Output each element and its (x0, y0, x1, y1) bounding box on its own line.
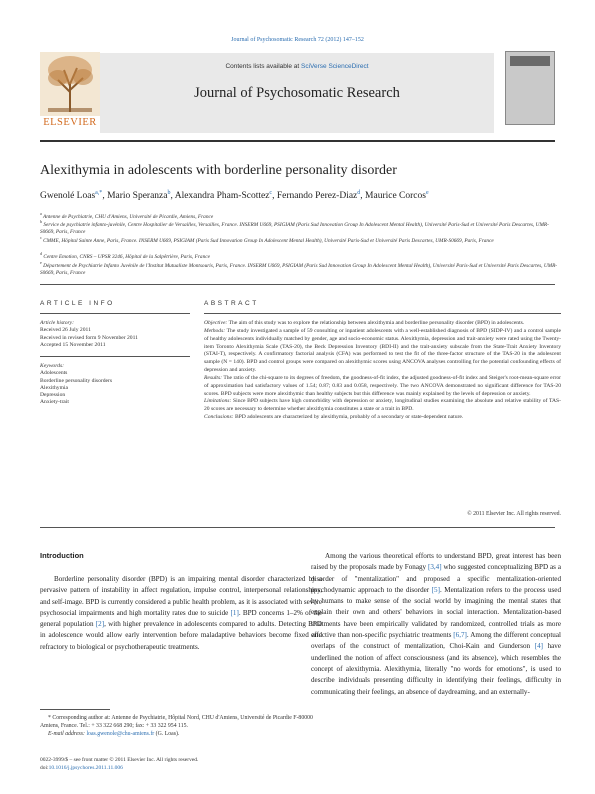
journal-name: Journal of Psychosomatic Research (194, 85, 400, 101)
cover-title-bar (510, 56, 550, 66)
author-5: Maurice Corcos (365, 191, 426, 202)
abstract-text: The ratio of the chi-square to its degrees of freedom, the goodness-of-fit index, the adjusted goodness-of-fit index and Steiger's root-mean-square error of approximation had satisfactory values of 1.54; 0.87; 0.83 and 0.058, respectively. The two ANCOVA demonstrated no significant difference for TAS-20 scores. BPD subjects were more alexithymic than healthy subjects but this difference was mainly explained by the levels of depression or anxiety. (204, 374, 561, 397)
abstract-label: Objective: (204, 320, 228, 326)
email-suffix: (G. Loas). (154, 731, 180, 737)
affiliation-text: Antenne de Psychiatrie, CHU d'Amiens, Université de Picardie, Amiens, France (43, 213, 214, 220)
contents-available-line (100, 63, 494, 70)
author-sep: , (102, 191, 108, 202)
article-info-heading: ARTICLE INFO (40, 300, 115, 307)
author-1: Gwenolé Loas (40, 191, 96, 202)
keyword-item: Anxiety-trait (40, 399, 69, 406)
corresponding-author-note (40, 714, 320, 738)
journal-cover-thumbnail (505, 51, 555, 125)
abstract-results (204, 375, 561, 399)
abstract-text: BPD adolescents are characterized by alexithymia, probably of a secondary or state-dependent nature. (234, 414, 464, 421)
affiliation-sup: a (40, 211, 42, 216)
header-rule (40, 140, 555, 142)
email-line (40, 730, 320, 738)
email-label: E-mail address: (48, 731, 85, 737)
reference-link[interactable]: [5] (431, 585, 440, 594)
abstract-text: The study investigated a sample of 59 consulting or inpatient adolescents with a well-established diagnosis of BPD (SIDP-IV) and a control sample of healthy adolescents individually matched by gender, age and socio-economic status. Alexithymia, depression and trait-anxiety were rated using the Twenty-item Toronto Alexithymia Scale (TAS-20), the Beck Depression Inventory (BDI-II) and the trait-anxiety subscale from the State-Trait Anxiety Inventory (STAI-T), respectively. A confirmatory factorial analysis (CFA) was performed to test the fit of the three-factor structure of the TAS-20 in the adolescent sample (N = 140). BPD and control groups were compared on alexithymic scores using ANCOVA analyses controlling for the potential confounding effects of depression and anxiety. (204, 327, 561, 374)
doi-label: doi: (40, 764, 49, 771)
keyword-item: Adolescents (40, 370, 68, 377)
intro-text: . Among the different conceptual overlaps of the construct of mentalization, Choi-Kain and Gunderson (311, 631, 561, 651)
article-info-rule (40, 313, 190, 314)
sciverse-link[interactable]: SciVerse ScienceDirect (300, 63, 369, 70)
intro-text: Borderline personality disorder (BPD) is an impairing mental disorder characterized by a pervasive pattern of instability in affect regulation, impulse control, interpersonal relationships, and self-image. BPD is currently considered a public health problem, as it is associated with severe psychosocial impairments and high mortality rates due to suicide (40, 575, 322, 617)
reference-link[interactable]: [2] (95, 620, 105, 629)
keywords (40, 363, 190, 407)
abstract-rule (204, 313, 561, 314)
author-sep: , (170, 191, 175, 202)
copyright-line: © 2011 Elsevier Inc. All rights reserved. (467, 511, 561, 517)
history-accepted: Accepted 15 November 2011 (40, 341, 106, 348)
affiliation-sup: c (40, 235, 42, 240)
history-received: Received 26 July 2011 (40, 327, 91, 334)
history-rule (40, 356, 190, 357)
abstract-body (204, 320, 561, 422)
author-2-sup[interactable]: b (167, 190, 171, 196)
abstract-label: Results: (204, 374, 223, 381)
doi-line (40, 765, 340, 773)
abstract-objective (204, 320, 561, 328)
abstract-bottom-rule (40, 527, 555, 528)
abstract-text: The aim of this study was to explore the relationship between alexithymia and borderline personality disorder (BPD) in adolescents. (228, 320, 525, 326)
affiliation-sup: e (40, 260, 42, 265)
abstract-text: Since BPD subjects have high comorbidity with depression or anxiety, longitudinal studies examining the absolute and relative stability of TAS-20 scores are necessary to determine whether alexithymia constitutes a state or a trait in BPD. (204, 398, 561, 413)
issn-line: 0022-3999/$ – see front matter © 2011 Elsevier Inc. All rights reserved. (40, 757, 199, 763)
introduction-heading: Introduction (40, 551, 84, 560)
issn-block (40, 757, 340, 772)
affiliation-rule (40, 284, 555, 285)
email-link[interactable]: loas.gwenole@chu-amiens.fr (86, 731, 155, 737)
intro-text: . BPD concerns 1–2% of the general population (40, 608, 323, 629)
affiliation-text: Service de psychiatrie infanto-juvénile, Centre Hospitalier de Versailles, Versailles, France. INSERM U669, PSIGIAM (Paris Sud Innovation Group In Adolescent Mental Health), Université Paris-Sud et Université Paris Descartes, UMR-S0669, Paris, France (40, 221, 549, 236)
keyword-item: Borderline personality disorders (40, 377, 113, 384)
author-5-sup[interactable]: e (425, 190, 429, 196)
introduction-left-column (40, 574, 322, 653)
article-history (40, 320, 190, 349)
corresponding-text: * Corresponding author at: Antenne de Psychiatrie, Hôpital Nord, CHU d'Amiens, Université de Picardie F-80000 Amiens, France. Tel.: + 33 322 668 290; fax: + 33 322 954 115. (40, 715, 313, 729)
article-title: Alexithymia in adolescents with borderline personality disorder (40, 163, 397, 178)
reference-link[interactable]: [6,7] (453, 631, 467, 640)
author-2: Mario Speranza (107, 191, 168, 202)
affiliation-text: Département de Psychiatrie Infanto Juvénile de l'Institut Mutualiste Montsouris, Paris, France. INSERM U669, PSIGIAM (Paris Sud Innovation Group In Adolescent Mental Health), Université Paris-Sud et Université Paris Descartes, UMR-S0669, Paris, France (40, 262, 558, 277)
doi-link[interactable]: 10.1016/j.jpsychores.2011.11.006 (48, 764, 123, 771)
history-label: Article history: (40, 320, 75, 326)
elsevier-tree-logo (40, 52, 100, 116)
affiliation-sup: b (40, 219, 42, 224)
author-sep: , (272, 191, 277, 202)
reference-link[interactable]: [4] (534, 642, 543, 651)
introduction-right-column (311, 551, 561, 698)
author-list (40, 190, 429, 201)
abstract-label: Conclusions: (204, 414, 234, 421)
abstract-label: Limitations: (204, 398, 232, 405)
author-sep: , (360, 191, 366, 202)
keywords-label: Keywords: (40, 363, 65, 369)
contents-prefix: Contents lists available at (225, 63, 300, 70)
intro-text: . Mentalization refers to the process used by humans to make sense of the social world by imagining the mental states that explain their own and others' behaviors in social interaction. Mentalization-based treatments have been empirically validated by randomized, controlled trials as more effective than non-specific psychiatric treatments (311, 585, 561, 640)
intro-text: , with higher prevalence in adolescents compared to adults. Detecting BPD in adolescence would allow early intervention before maladaptive behaviors become fixed and refractory to biological or psychotherapeutic treatments. (40, 620, 322, 651)
affiliation-sup: d (40, 251, 42, 256)
keyword-item: Depression (40, 392, 66, 399)
intro-text: have underlined the notion of affect consciousness (and its absence), which resembles the concept of alexithymia. Alexithymia, literally "no words for emotions", is used to describe individuals presenting difficulty in identifying their feelings, difficulty in communicating their feelings, an absence of daydreaming, and an externally- (311, 642, 561, 696)
abstract-heading: ABSTRACT (204, 300, 259, 307)
reference-link[interactable]: [1] (230, 608, 239, 617)
author-4-sup[interactable]: d (357, 190, 361, 196)
author-3-sup[interactable]: c (269, 190, 273, 196)
author-1-sup[interactable]: a,* (95, 190, 103, 196)
history-revised: Received in revised form 9 November 2011 (40, 334, 138, 341)
affiliation-text: Centre Emotion, CNRS – UPSR 3246, Hôpital de la Salpêtrière, Paris, France (43, 253, 210, 260)
author-3: Alexandra Pham-Scottez (174, 191, 270, 202)
keyword-item: Alexithymia (40, 384, 68, 391)
abstract-limitations (204, 398, 561, 414)
journal-citation[interactable]: Journal of Psychosomatic Research 72 (2012) 147–152 (231, 37, 364, 43)
abstract-label: Methods: (204, 327, 226, 334)
author-4: Fernando Perez-Diaz (276, 191, 358, 202)
elsevier-wordmark[interactable]: ELSEVIER (43, 117, 97, 128)
intro-text: who suggested conceptualizing BPD as a disorder of "mentalization" and proposed a specific mentalization-oriented psychodynamic approach to the disorder (311, 563, 561, 594)
abstract-methods (204, 328, 561, 375)
affiliation-c (40, 234, 560, 245)
affiliation-e (40, 259, 560, 278)
intro-text: Among the various theoretical efforts to understand BPD, great interest has been raised by the proposals made by Fonagy (311, 552, 561, 572)
footnote-rule (40, 709, 110, 710)
abstract-conclusions (204, 414, 561, 422)
affiliation-text: CMME, Hôpital Sainte Anne, Paris, France. INSERM U669, PSIGIAM (Paris Sud Innovation Group In Adolescent Mental Health), Université Paris-Sud et Université Paris Descartes, UMR-S0669, Paris, France (43, 237, 494, 244)
reference-link[interactable]: [3,4] (427, 563, 442, 572)
